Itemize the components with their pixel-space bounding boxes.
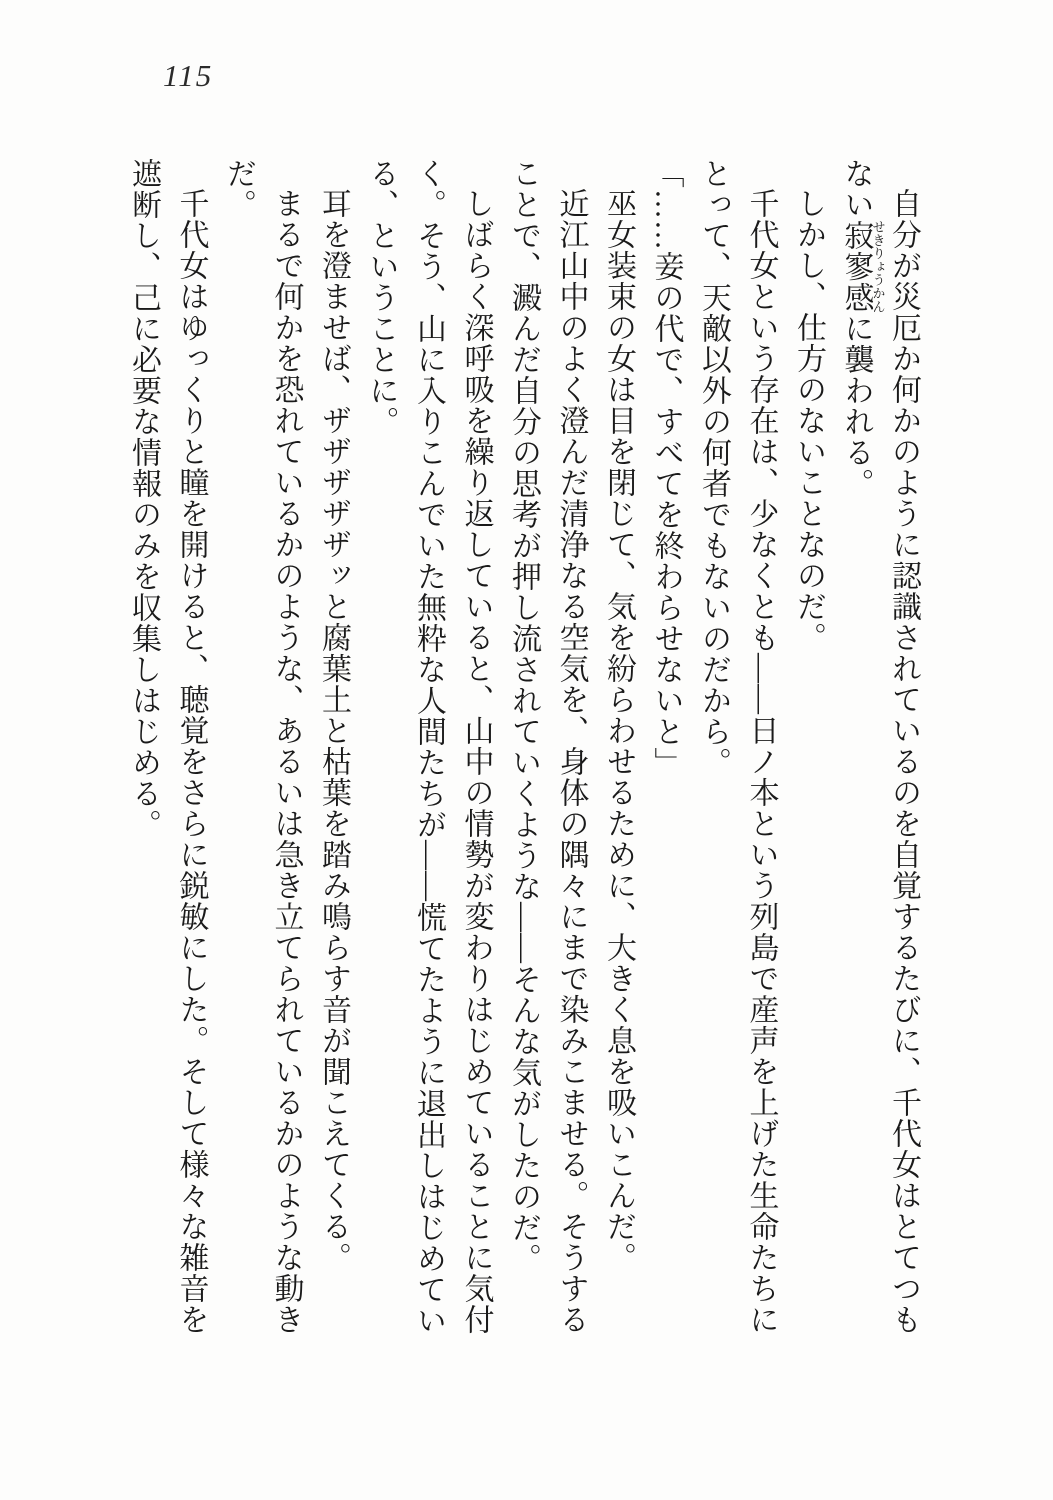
body-text [120,158,928,1348]
furigana: せきりょうかん [870,220,886,313]
paragraph: 近江山中のよく澄んだ清浄なる空気を、身体の隅々にまで染みこませる。そうすることで、澱んだ自分の思考が押し流されていくような——そんな気がしたのだ。 [507,158,588,1335]
paragraph: 耳を澄ませば、ザザザザザッと腐葉土と枯葉を踏み鳴らす音が聞こえてくる。 [317,188,350,1273]
paragraph: しかし、仕方のないことなのだ。 [792,188,825,653]
paragraph: しばらく深呼吸を繰り返していると、山中の情勢が変わりはじめていることに気付く。そう、山に入りこんでいた無粋な人間たちが——慌てたように退出しはじめている、ということに。 [364,158,493,1336]
paragraph: 巫女装束の女は目を閉じて、気を紛らわせるために、大きく息を吸いこんだ。 [602,188,635,1273]
paragraph: まるで何かを恐れているかのような、あるいは急き立てられているかのような動きだ。 [222,158,303,1335]
paragraph: 「……妾の代で、すべてを終わらせないと」 [649,158,683,778]
paragraph: 自分が災厄か何かのように認識されているのを自覚するたびに、千代女はとてつもない寂寥感せきりょうかんに襲われる。 [839,158,920,1335]
paragraph: 千代女という存在は、少なくとも——日ノ本という列島で産声を上げた生命たちにとって、天敵以外の何者でもないのだから。 [697,158,778,1335]
paragraph: 千代女はゆっくりと瞳を開けると、聴覚をさらに鋭敏にした。そして様々な雑音を遮断し、己に必要な情報のみを収集しはじめる。 [127,158,208,1335]
page-number: 115 [163,58,214,93]
ruby-annotated-word: 寂寥感せきりょうかん [839,220,886,313]
